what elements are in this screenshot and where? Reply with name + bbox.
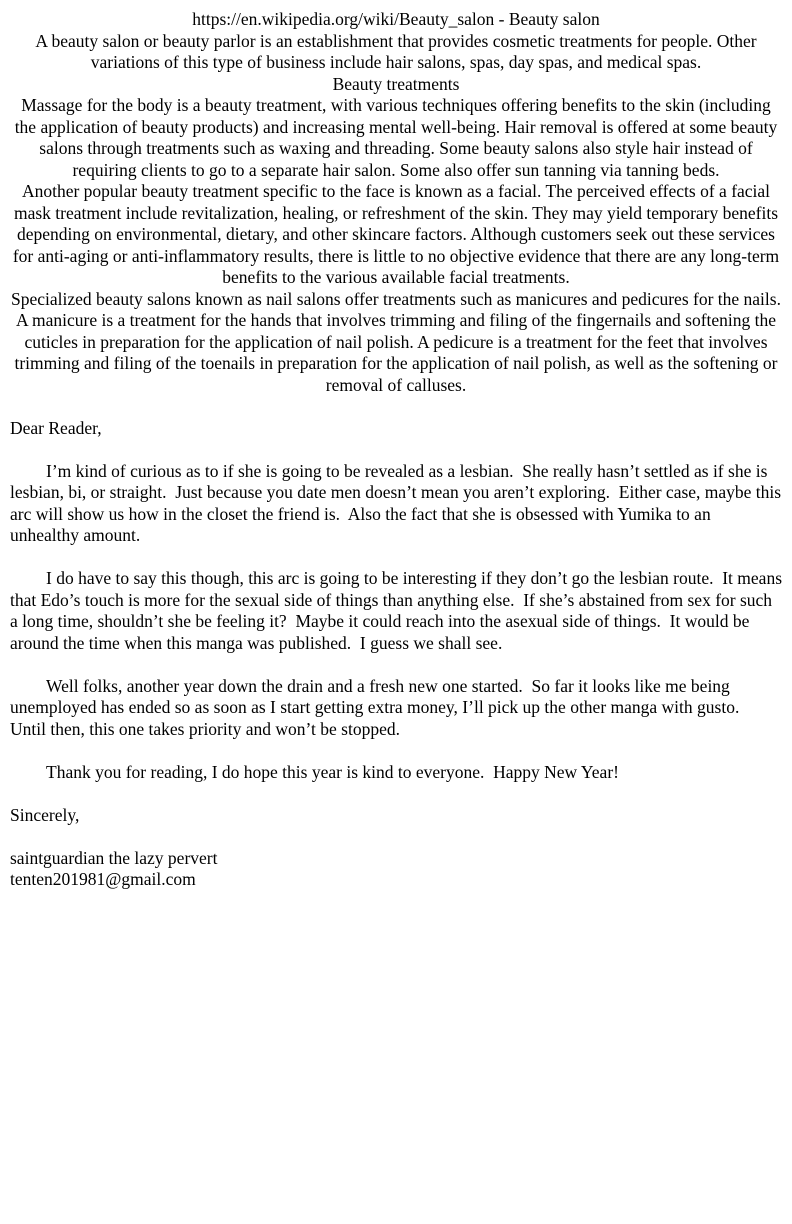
letter-paragraph-thanks: Thank you for reading, I do hope this year is kind to everyone. Happy New Year! [46,761,619,782]
source-url-line: https://en.wikipedia.org/wiki/Beauty_salon - Beauty salon [192,9,600,29]
letter-closing: Sincerely, [10,804,80,825]
letter-paragraph-new-year-update: Well folks, another year down the drain and a fresh new one started. So far it looks like me being unemployed has ended so as soon as I start getting extra money, I’ll pick up the other manga with gusto. Until then, this one takes priority and won’t be stopped. [10,675,749,739]
letter-salutation: Dear Reader, [10,417,102,438]
reader-letter-block [10,417,787,891]
letter-paragraph-lesbian-reveal: I’m kind of curious as to if she is going to be revealed as a lesbian. She really hasn’t settled as if she is lesbian, bi, or straight. Just because you date men doesn’t mean you aren’t exploring. Either case, maybe this arc will show us how in the closet the friend is. Also the fact that she is obsessed with Yumika to an unhealthy amount. [10,460,786,545]
excerpt-paragraph-facial: Another popular beauty treatment specific to the face is known as a facial. The perceived effects of a facial mask treatment include revitalization, healing, or refreshment of the skin. They may yield temporary benefits depending on environmental, dietary, and other skincare factors. Although customers seek out these services for anti-aging or anti-inflammatory results, there is little to no objective evidence that there are any long-term benefits to the various available facial treatments. [12,181,780,287]
excerpt-intro-paragraph: A beauty salon or beauty parlor is an establishment that provides cosmetic treatments for people. Other variations of this type of business include hair salons, spas, day spas, and medical spas. [35,30,757,72]
signature-email: tenten201981@gmail.com [10,869,196,889]
wikipedia-excerpt-block [10,9,782,396]
excerpt-paragraph-nails: Specialized beauty salons known as nail salons offer treatments such as manicures and pedicures for the nails. A manicure is a treatment for the hands that involves trimming and filing of the fingernails and softening the cuticles in preparation for the application of nail polish. A pedicure is a treatment for the feet that involves trimming and filing of the toenails in preparation for the application of nail polish, as well as the softening or removal of calluses. [11,288,781,395]
excerpt-paragraph-massage: Massage for the body is a beauty treatment, with various techniques offering benefits to the skin (including the application of beauty products) and increasing mental well-being. Hair removal is offered at some beauty salons through treatments such as waxing and threading. Some beauty salons also style hair instead of requiring clients to go to a separate hair salon. Some also offer sun tanning via tanning beds. [14,95,778,180]
signature-name: saintguardian the lazy pervert [10,847,218,868]
section-heading: Beauty treatments [332,73,460,94]
letter-paragraph-arc-thoughts: I do have to say this though, this arc is going to be interesting if they don’t go the lesbian route. It means that Edo’s touch is more for the sexual side of things than anything else. If she’s abstained from sex for such a long time, shouldn’t she be feeling it? Maybe it could reach into the asexual side of things. It would be around the time when this manga was published. I guess we shall see. [10,568,787,653]
